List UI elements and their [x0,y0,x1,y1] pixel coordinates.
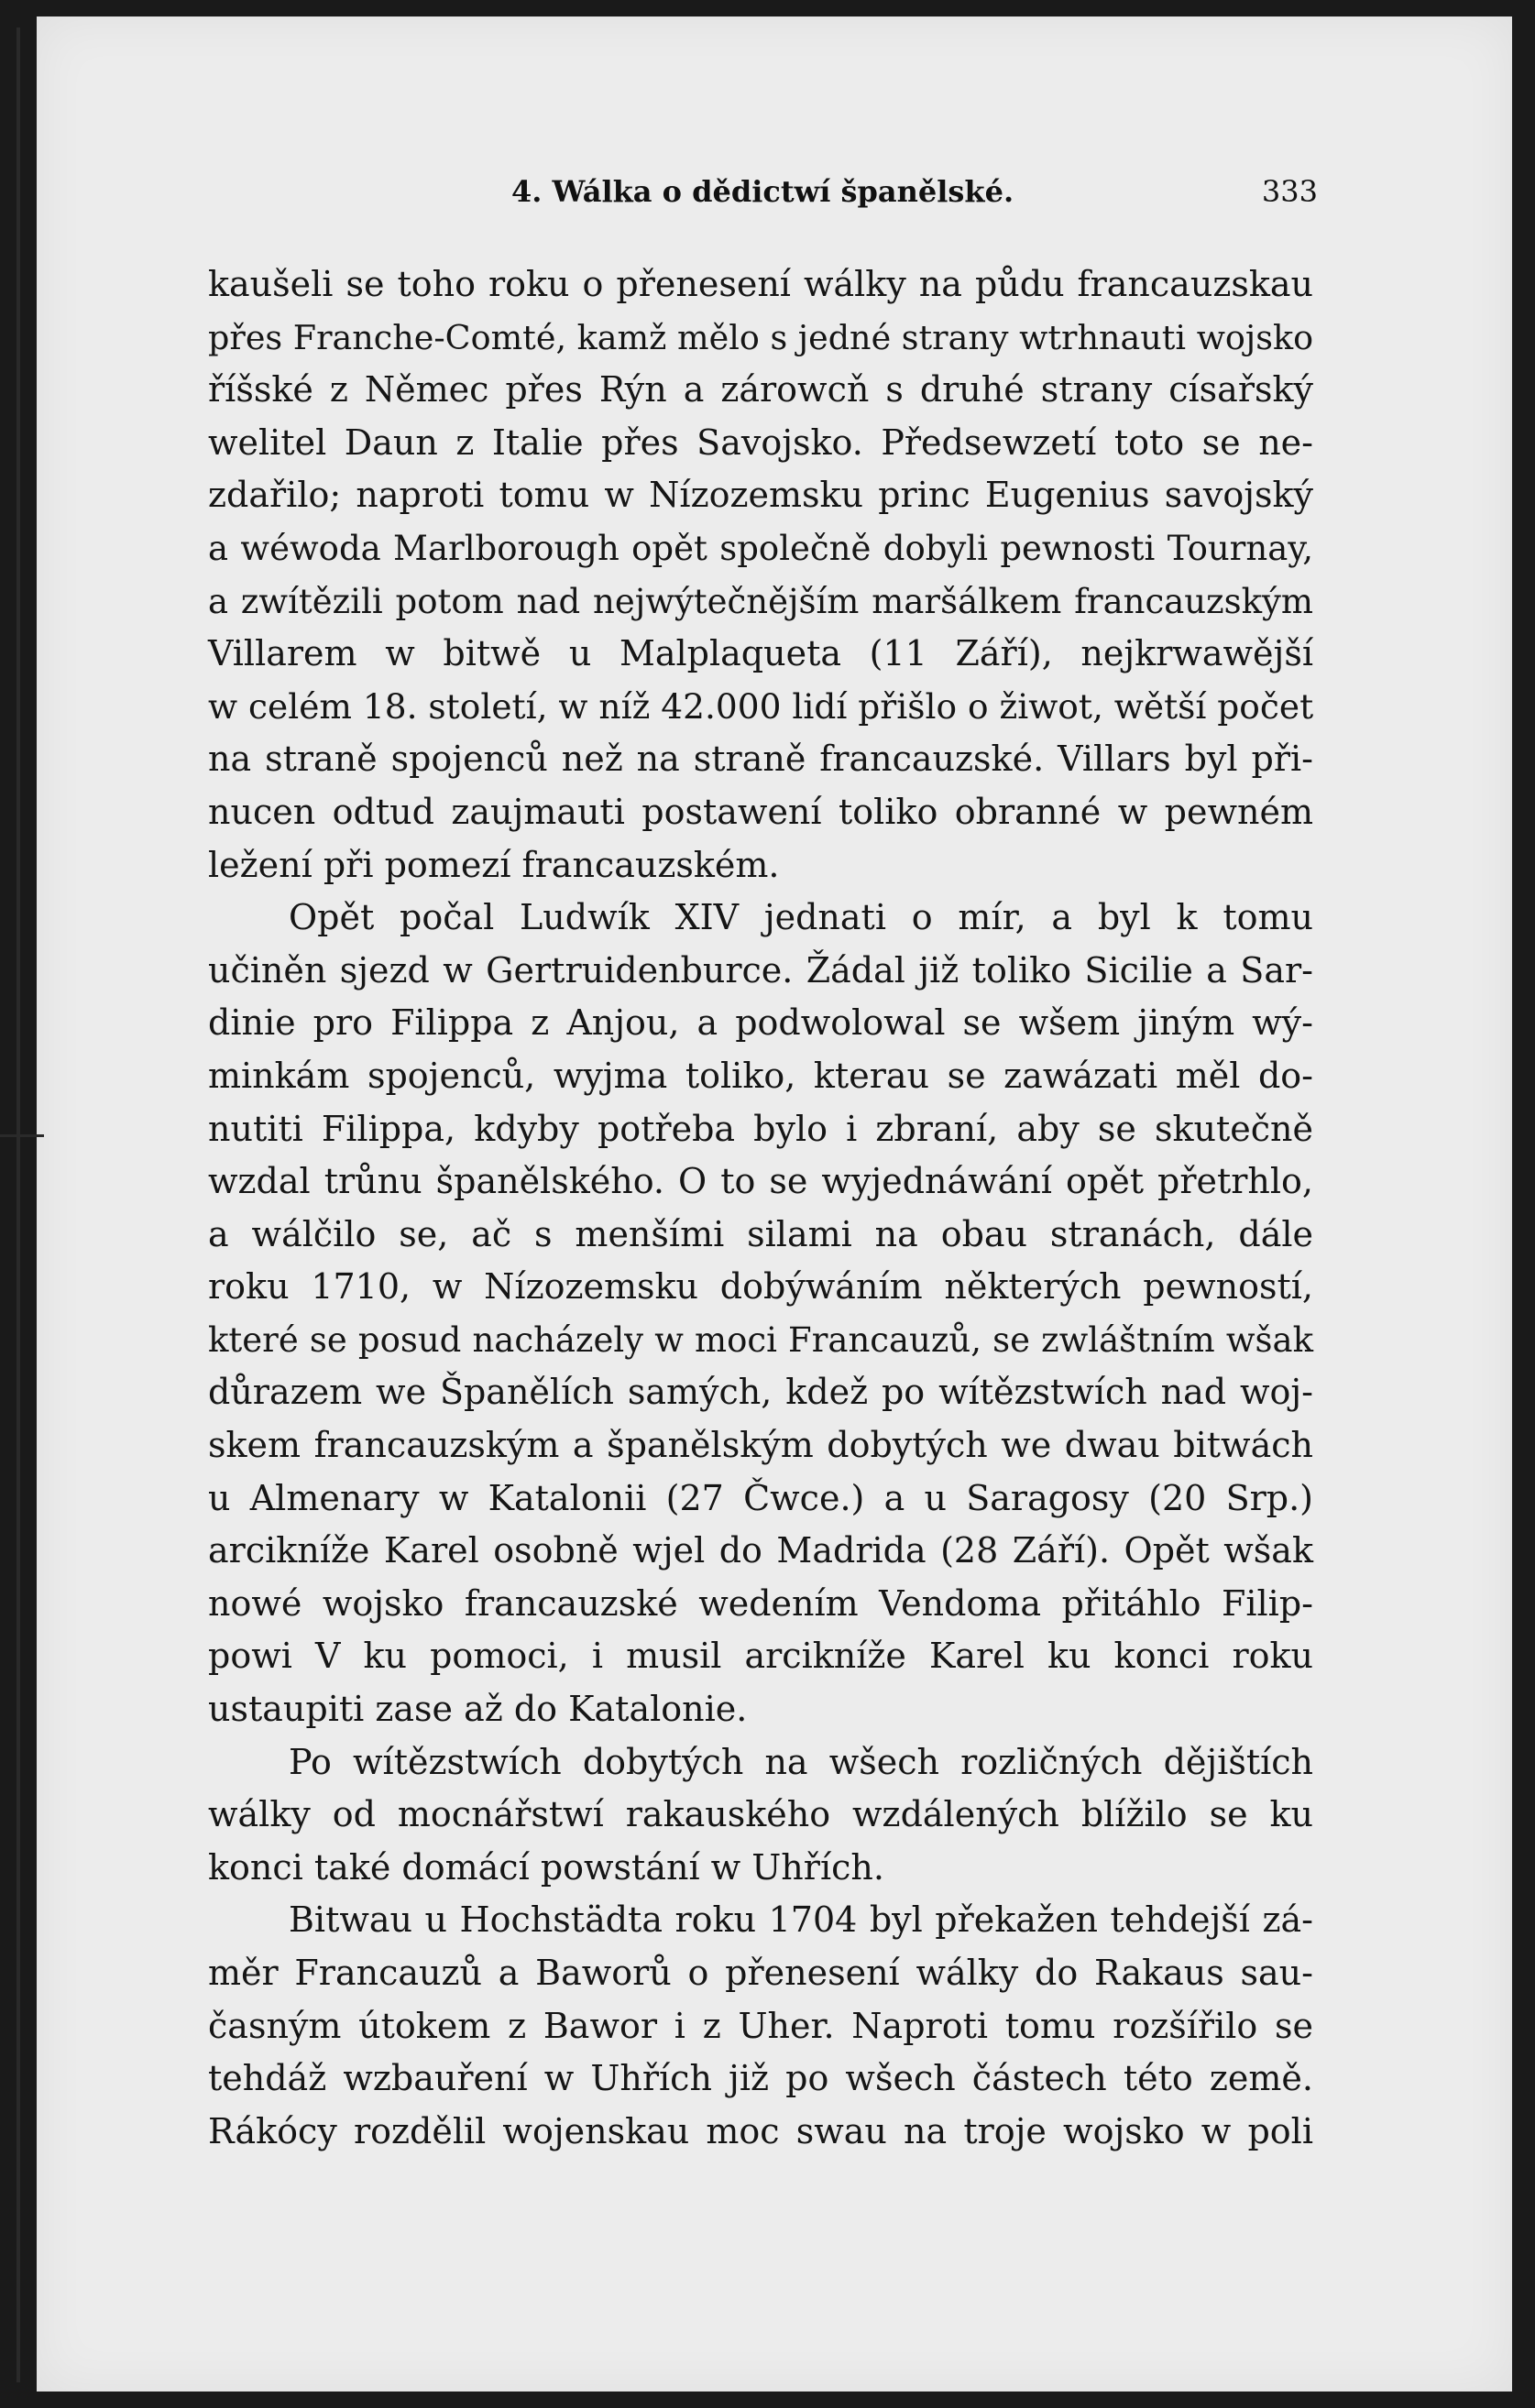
text-line: arcikníže Karel osobně wjel do Madrida (28 Září). Opět wšak [208,1530,1313,1571]
margin-mark [0,1134,44,1137]
text-line: nucen odtud zaujmauti postawení toliko obranné w pewném [208,791,1313,832]
text-line: na straně spojenců než na straně francauzské. Villars byl při- [208,739,1313,780]
text-line: říšské z Němec přes Rýn a zárowcň s druhé strany císařský [208,369,1313,410]
text-line: nowé wojsko francauzské wedením Vendoma přitáhlo Filip- [208,1582,1313,1624]
text-line: Po wítězstwích dobytých na wšech rozličných dějištích [289,1741,1313,1782]
text-line: Rákócy rozdělil wojenskau moc swau na troje wojsko w poli [208,2110,1313,2151]
text-line: skem francauzským a španělským dobytých we dwau bitwách [208,1425,1313,1466]
page-number: 333 [1261,174,1318,209]
body-text [208,258,1313,2158]
text-line: powi V ku pomoci, i musil arcikníže Karel ku konci roku [208,1636,1313,1677]
text-line: wálky od mocnářstwí rakauského wzdálených blížilo se ku [208,1794,1313,1835]
text-line: a wálčilo se, ač s menšími silami na obau stranách, dále [208,1213,1313,1254]
text-line: měr Francauzů a Baworů o přenesení wálky do Rakaus sau- [208,1953,1313,1993]
text-line: minkám spojenců, wyjma toliko, kterau se zawázati měl do- [208,1055,1313,1096]
text-line: Villarem w bitwě u Malplaqueta (11 Září), nejkrwawější [208,633,1313,674]
text-line: Opět počal Ludwík XIV jednati o mír, a byl k tomu [289,897,1313,938]
text-line: welitel Daun z Italie přes Savojsko. Předsewzetí toto se ne- [208,421,1313,463]
text-line: ustaupiti zase až do Katalonie. [208,1689,748,1730]
text-line: které se posud nacházely w moci Francauzů, se zwláštním wšak [208,1319,1313,1360]
text-line: w celém 18. století, w níž 42.000 lidí přišlo o žiwot, wětší počet [208,685,1314,727]
text-line: nutiti Filippa, kdyby potřeba bylo i zbraní, aby se skutečně [208,1108,1313,1149]
text-line: roku 1710, w Nízozemsku dobýwáním některých pewností, [208,1266,1313,1308]
chapter-title: 4. Wálka o dědictwí španělské. [511,174,1014,209]
text-line: a wéwoda Marlborough opět společně dobyli pewnosti Tournay, [208,528,1313,568]
text-line: časným útokem z Bawor i z Uher. Naproti tomu rozšířilo se [208,2005,1313,2046]
text-line: u Almenary w Katalonii (27 Čwce.) a u Saragosy (20 Srp.) [208,1477,1313,1518]
text-line: tehdáž wzbauření w Uhřích již po wšech částech této země. [208,2058,1313,2099]
text-line: Bitwau u Hochstädta roku 1704 byl překažen tehdejší zá- [289,1899,1313,1941]
text-line: ležení při pomezí francauzském. [208,844,780,885]
text-line: zdařilo; naproti tomu w Nízozemsku princ Eugenius savojský [208,475,1313,516]
text-line: důrazem we Španělích samých, kdež po wítězstwích nad woj- [208,1372,1313,1413]
text-line: přes Franche-Comté, kamž mělo s jedné strany wtrhnauti wojsko [208,317,1314,357]
text-line: wzdal trůnu španělského. O to se wyjednáwání opět přetrhlo, [208,1161,1313,1202]
text-line: konci také domácí powstání w Uhřích. [208,1846,884,1888]
text-line: a zwítězili potom nad nejwýtečnějším maršálkem francauzským [208,581,1313,621]
text-line: dinie pro Filippa z Anjou, a podwolowal se wšem jiným wý- [208,1002,1313,1044]
page-edge-rule [16,27,20,2382]
text-line: učiněn sjezd w Gertruidenburce. Žádal již toliko Sicilie a Sar- [208,949,1313,991]
text-line: kaušeli se toho roku o přenesení wálky na půdu francauzskau [208,264,1313,304]
